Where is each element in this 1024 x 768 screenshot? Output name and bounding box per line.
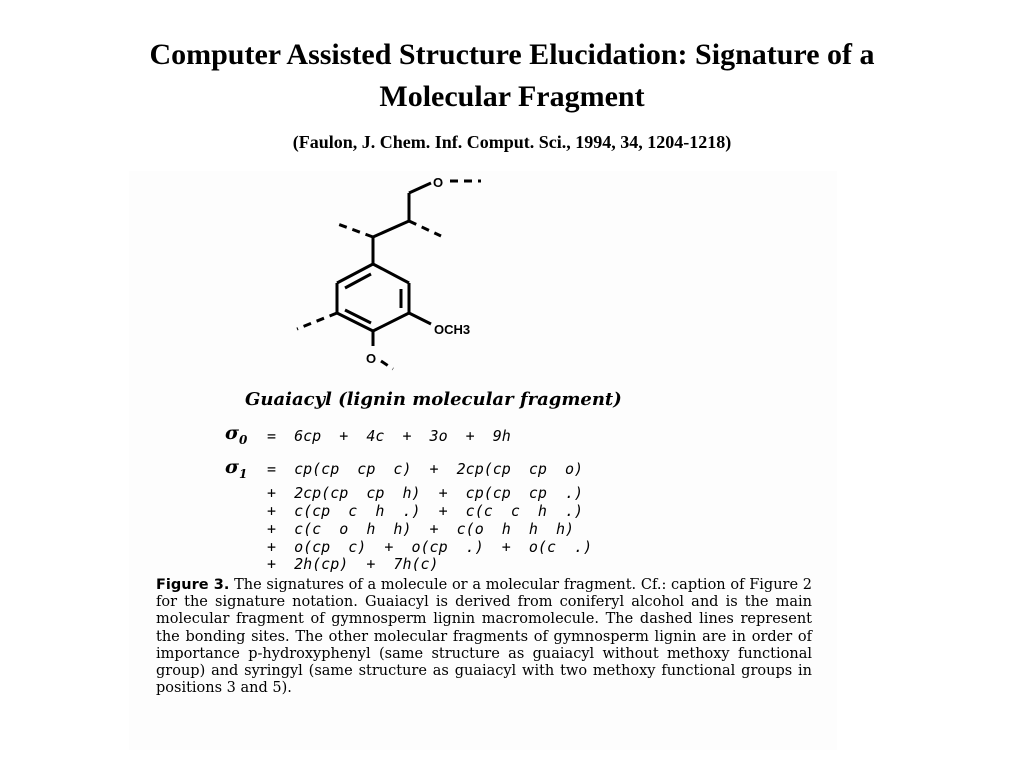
methoxy-bond [409, 313, 431, 324]
sigma1-line: + 2cp(cp cp h) + cp(cp cp .) [267, 484, 584, 502]
oxygen-bottom-label: O [366, 351, 377, 366]
figure-caption [156, 577, 812, 697]
figure-caption-text: The signatures of a molecule or a molecular fragment. Cf.: caption of Figure 2 for the signature notation. Guaiacyl is derived from coniferyl alcohol and is the main molecular fragment of gymnosperm lignin macromolecule. The dashed lines represent the bonding sites. The other molecular fragments of gymnosperm lignin are in order of importance p-hydroxyphenyl (same structure as guaiacyl without methoxy functional group) and syringyl (same structure as guaiacyl with two methoxy functional groups in positions 3 and 5). [156, 577, 813, 697]
ring-bond [373, 313, 409, 331]
slide-title [40, 34, 984, 118]
sigma1-line: + c(c o h h) + c(o h h h) [267, 520, 575, 538]
sigma1-line: + 2h(cp) + 7h(c) [267, 555, 439, 573]
sigma0-symbol: σ [225, 422, 240, 444]
sigma1-line: + o(cp c) + o(cp .) + o(c .) [267, 538, 593, 556]
chain-bond [373, 221, 409, 237]
bonding-site-dashed [409, 221, 441, 236]
bonding-site-dashed [297, 313, 337, 329]
figure-image [129, 171, 837, 750]
bonding-site-dashed [335, 223, 373, 237]
sigma1-symbol: σ [225, 456, 240, 478]
sigma0-label [225, 422, 247, 447]
sigma1-line: + c(cp c h .) + c(c c h .) [267, 502, 584, 520]
ring-bond [373, 264, 409, 283]
slide-title-line-1: Computer Assisted Structure Elucidation: Signature of a [149, 38, 875, 71]
ring-bond [337, 264, 373, 283]
methoxy-label: OCH3 [434, 322, 471, 337]
sigma1-label [225, 456, 247, 481]
double-bond [345, 310, 371, 323]
bonding-site-dashed [381, 361, 393, 369]
sigma0-index: 0 [239, 432, 248, 447]
sigma1-line: = cp(cp cp c) + 2cp(cp cp o) [267, 460, 584, 478]
sigma0-expression: = 6cp + 4c + 3o + 9h [267, 427, 511, 445]
slide-title-line-2: Molecular Fragment [379, 80, 645, 113]
oxygen-top-label: O [433, 175, 444, 190]
sigma1-index: 1 [239, 466, 248, 481]
citation: (Faulon, J. Chem. Inf. Comput. Sci., 1994, 34, 1204-1218) [292, 132, 732, 152]
guaiacyl-structure-diagram [279, 171, 539, 386]
figure-label: Figure 3. [156, 577, 230, 593]
fragment-title: Guaiacyl (lignin molecular fragment) [245, 389, 622, 410]
chain-bond [409, 183, 431, 193]
